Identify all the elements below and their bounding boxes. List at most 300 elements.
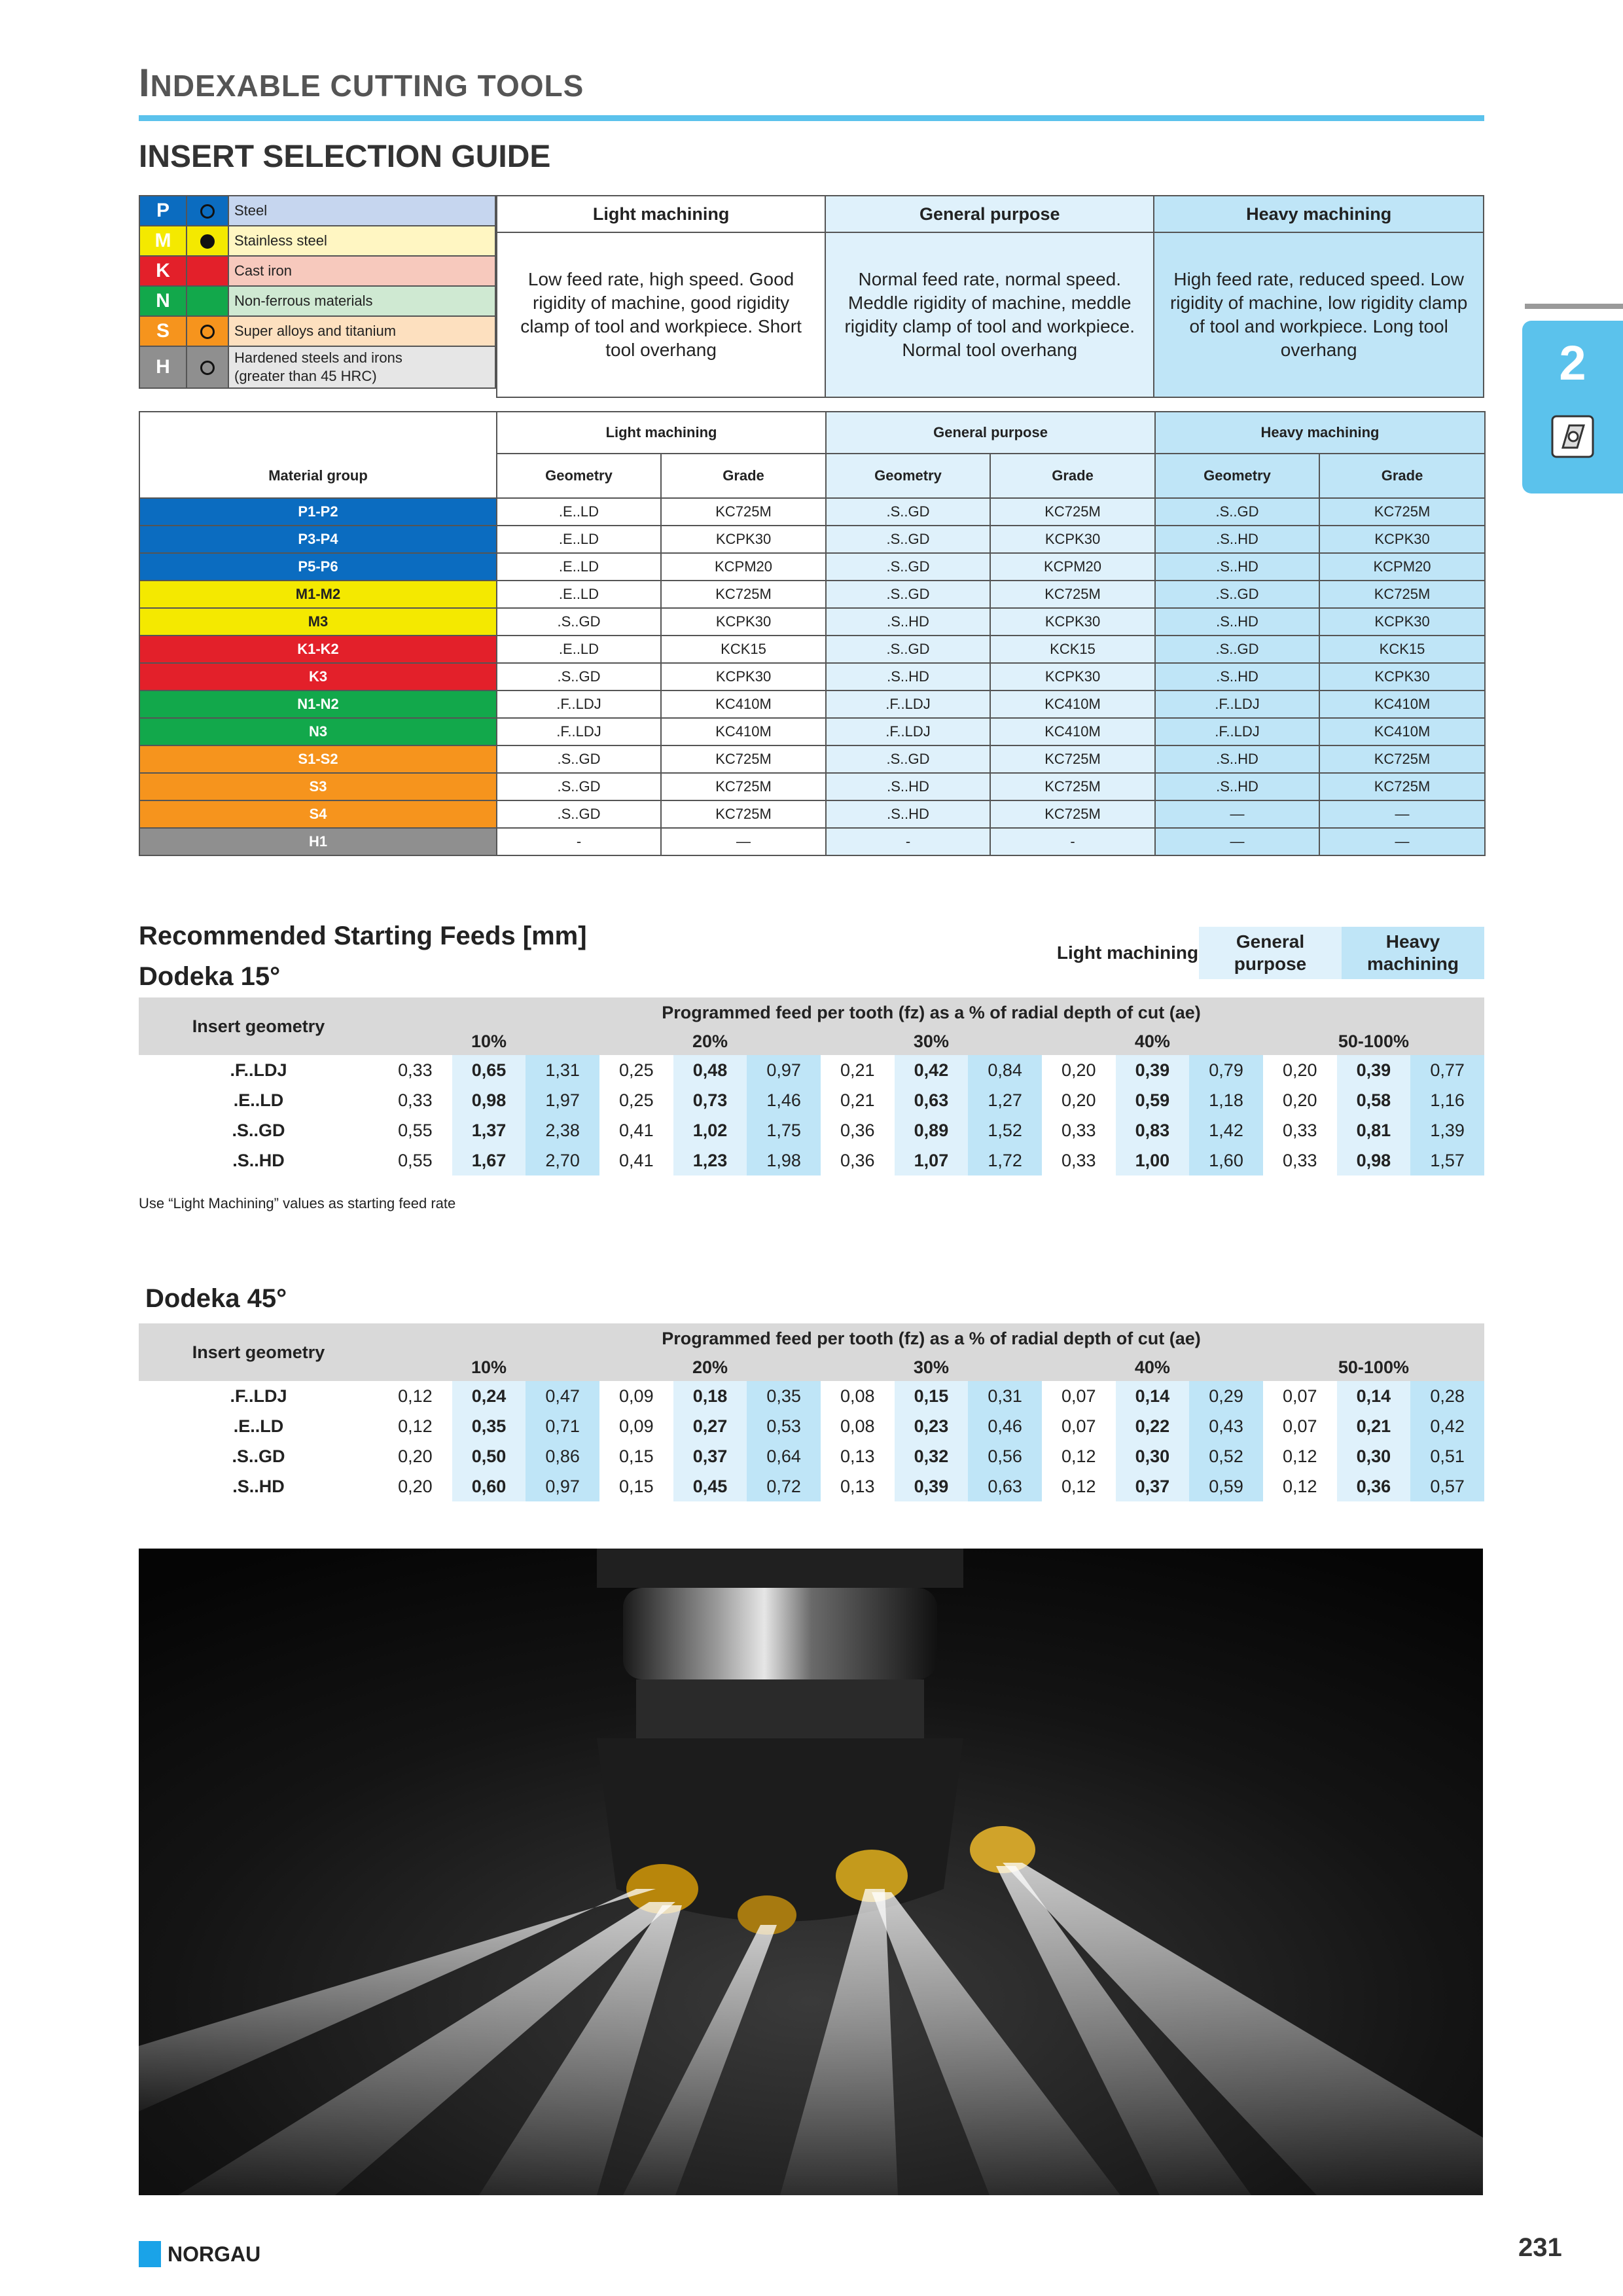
feed-row xyxy=(139,1411,1484,1441)
grade-cell: KCK15 xyxy=(661,636,826,663)
feed-value-cell: 1,07 xyxy=(895,1145,969,1175)
sel-light-header: Light machining xyxy=(497,412,826,454)
geometry-cell: .S..GD xyxy=(497,663,661,691)
feed-value-cell: 0,64 xyxy=(747,1441,821,1471)
feeds-note: Use “Light Machining” values as starting feed rate xyxy=(139,1195,456,1211)
feed-value-cell: 0,36 xyxy=(821,1115,895,1145)
dodeka-15-title: Dodeka 15° xyxy=(139,962,281,991)
feed-value-cell: 0,98 xyxy=(1337,1145,1411,1175)
open-circle-icon xyxy=(200,361,215,375)
feed-value-cell: 0,33 xyxy=(1263,1115,1337,1145)
material-legend xyxy=(139,195,496,389)
feed-value-cell: 0,50 xyxy=(452,1441,526,1471)
feed-value-cell: 0,81 xyxy=(1337,1115,1411,1145)
legend-row xyxy=(139,196,495,226)
material-group-cell: K1-K2 xyxy=(139,636,497,663)
legend-mark xyxy=(187,256,228,286)
legend-label xyxy=(228,286,495,316)
legend-label xyxy=(228,196,495,226)
feed-value-cell: 0,45 xyxy=(673,1471,747,1501)
insert-geometry-cell: .S..GD xyxy=(232,1120,285,1140)
feed-value-cell: 0,13 xyxy=(821,1441,895,1471)
insert-geometry-cell: .E..LD xyxy=(233,1416,284,1436)
programmed-feed-header: Programmed feed per tooth (fz) as a % of radial depth of cut (ae) xyxy=(378,997,1484,1028)
selection-row xyxy=(139,581,1485,608)
geometry-cell: .S..GD xyxy=(1155,581,1319,608)
geometry-cell: .S..GD xyxy=(497,608,661,636)
grade-cell: KCPK30 xyxy=(1319,663,1485,691)
feed-value-cell: 0,07 xyxy=(1263,1411,1337,1441)
geometry-cell: .F..LDJ xyxy=(826,691,990,718)
feed-value-cell: 1,31 xyxy=(526,1055,599,1085)
geometry-cell: .S..HD xyxy=(826,663,990,691)
feed-value-cell: 0,86 xyxy=(526,1441,599,1471)
chapter-number: 2 xyxy=(1559,336,1586,390)
insert-geometry-header: Insert geometry xyxy=(139,1323,378,1381)
insert-geometry-cell: .F..LDJ xyxy=(230,1060,287,1080)
feed-header-row xyxy=(139,997,1484,1028)
feed-value-cell: 0,30 xyxy=(1337,1441,1411,1471)
legend-label-text: Non-ferrous materials xyxy=(234,293,373,309)
feed-value-cell: 0,55 xyxy=(378,1115,452,1145)
geometry-header: Geometry xyxy=(826,454,990,498)
geometry-cell: .E..LD xyxy=(497,636,661,663)
feed-row xyxy=(139,1471,1484,1501)
feed-value-cell: 0,48 xyxy=(673,1055,747,1085)
feed-value-cell: 0,47 xyxy=(526,1381,599,1411)
grade-cell: KCPM20 xyxy=(661,553,826,581)
feed-value-cell: 0,97 xyxy=(747,1055,821,1085)
material-group-cell: K3 xyxy=(139,663,497,691)
feed-value-cell: 0,63 xyxy=(968,1471,1042,1501)
insert-geometry-cell: .F..LDJ xyxy=(230,1386,287,1406)
grade-cell: — xyxy=(661,828,826,855)
grade-cell: KC725M xyxy=(661,800,826,828)
feed-value-cell: 0,21 xyxy=(1337,1411,1411,1441)
feed-value-cell: 0,35 xyxy=(747,1381,821,1411)
material-group-cell: S1-S2 xyxy=(139,745,497,773)
feed-value-cell: 0,07 xyxy=(1263,1381,1337,1411)
geometry-cell: .S..HD xyxy=(826,773,990,800)
grade-cell: KCPK30 xyxy=(661,608,826,636)
legend-label xyxy=(228,346,495,388)
machining-description-table xyxy=(496,195,1484,398)
legend-code: S xyxy=(139,316,187,346)
geometry-cell: .E..LD xyxy=(497,581,661,608)
grade-header: Grade xyxy=(661,454,826,498)
filled-circle-icon xyxy=(200,234,215,249)
feed-value-cell: 0,33 xyxy=(1042,1145,1116,1175)
feed-value-cell: 1,98 xyxy=(747,1145,821,1175)
feed-value-cell: 0,79 xyxy=(1189,1055,1263,1085)
grade-cell: KCK15 xyxy=(990,636,1155,663)
percent-header: 40% xyxy=(1042,1028,1263,1055)
selection-row xyxy=(139,828,1485,855)
material-group-cell: P5-P6 xyxy=(139,553,497,581)
legend-mark xyxy=(187,196,228,226)
feed-value-cell: 1,97 xyxy=(526,1085,599,1115)
legend-code: N xyxy=(139,286,187,316)
insert-icon xyxy=(1550,414,1596,459)
feed-value-cell: 0,18 xyxy=(673,1381,747,1411)
feed-value-cell: 0,12 xyxy=(1263,1441,1337,1471)
legend-mark xyxy=(187,286,228,316)
brand-logo-mark xyxy=(139,2241,161,2267)
legend-code: K xyxy=(139,256,187,286)
light-machining-header: Light machining xyxy=(497,196,825,232)
feed-value-cell: 0,09 xyxy=(599,1381,673,1411)
grade-cell: KC410M xyxy=(661,718,826,745)
feed-value-cell: 0,12 xyxy=(378,1381,452,1411)
feed-value-cell: 1,02 xyxy=(673,1115,747,1145)
geometry-cell: .S..HD xyxy=(826,800,990,828)
feed-value-cell: 0,41 xyxy=(599,1115,673,1145)
geometry-cell: .F..LDJ xyxy=(1155,718,1319,745)
grade-cell: KC725M xyxy=(1319,773,1485,800)
feed-value-cell: 0,07 xyxy=(1042,1411,1116,1441)
grade-cell: KCPK30 xyxy=(1319,526,1485,553)
feeds-title: Recommended Starting Feeds [mm] xyxy=(139,922,587,950)
material-group-cell: N1-N2 xyxy=(139,691,497,718)
feed-value-cell: 0,20 xyxy=(1042,1085,1116,1115)
material-group-cell: M1-M2 xyxy=(139,581,497,608)
feed-value-cell: 0,33 xyxy=(1263,1145,1337,1175)
selection-row xyxy=(139,745,1485,773)
feed-value-cell: 0,12 xyxy=(1042,1441,1116,1471)
feed-value-cell: 2,38 xyxy=(526,1115,599,1145)
feed-value-cell: 0,14 xyxy=(1116,1381,1190,1411)
feed-value-cell: 0,55 xyxy=(378,1145,452,1175)
legend-row xyxy=(139,316,495,346)
feed-value-cell: 1,27 xyxy=(968,1085,1042,1115)
geometry-cell: .S..GD xyxy=(826,553,990,581)
legend-code: P xyxy=(139,196,187,226)
material-group-cell: M3 xyxy=(139,608,497,636)
feed-value-cell: 0,07 xyxy=(1042,1381,1116,1411)
grade-cell: KC725M xyxy=(990,581,1155,608)
feed-value-cell: 1,60 xyxy=(1189,1145,1263,1175)
legend-row xyxy=(139,346,495,388)
material-group-cell: P1-P2 xyxy=(139,498,497,526)
feed-value-cell: 0,14 xyxy=(1337,1381,1411,1411)
geometry-cell: - xyxy=(497,828,661,855)
grade-cell: KC725M xyxy=(1319,745,1485,773)
percent-header: 50-100% xyxy=(1263,1028,1484,1055)
selection-row xyxy=(139,773,1485,800)
geometry-cell: — xyxy=(1155,828,1319,855)
grade-cell: - xyxy=(990,828,1155,855)
feed-value-cell: 0,56 xyxy=(968,1441,1042,1471)
feed-row xyxy=(139,1441,1484,1471)
feed-value-cell: 0,33 xyxy=(1042,1115,1116,1145)
feed-value-cell: 0,20 xyxy=(1263,1085,1337,1115)
page-number: 231 xyxy=(1518,2233,1562,2262)
grade-cell: KC725M xyxy=(661,773,826,800)
geometry-cell: .S..GD xyxy=(497,773,661,800)
selection-row xyxy=(139,800,1485,828)
geometry-cell: .E..LD xyxy=(497,498,661,526)
geometry-cell: .E..LD xyxy=(497,553,661,581)
programmed-feed-header: Programmed feed per tooth (fz) as a % of radial depth of cut (ae) xyxy=(378,1323,1484,1354)
header-rule xyxy=(139,115,1484,121)
feed-value-cell: 1,72 xyxy=(968,1145,1042,1175)
feed-value-cell: 0,25 xyxy=(599,1055,673,1085)
grade-cell: KCPK30 xyxy=(661,663,826,691)
grade-cell: KC725M xyxy=(1319,498,1485,526)
geometry-cell: .S..GD xyxy=(826,745,990,773)
geometry-cell: - xyxy=(826,828,990,855)
feed-value-cell: 0,24 xyxy=(452,1381,526,1411)
percent-header: 40% xyxy=(1042,1354,1263,1381)
grade-cell: KC725M xyxy=(661,745,826,773)
material-group-cell: S3 xyxy=(139,773,497,800)
selection-row xyxy=(139,718,1485,745)
feed-value-cell: 1,37 xyxy=(452,1115,526,1145)
feed-value-cell: 0,59 xyxy=(1116,1085,1190,1115)
feed-value-cell: 1,57 xyxy=(1410,1145,1484,1175)
legend-row xyxy=(139,286,495,316)
grade-cell: KC410M xyxy=(1319,691,1485,718)
feed-value-cell: 0,15 xyxy=(599,1471,673,1501)
legend-row xyxy=(139,226,495,256)
insert-geometry-header: Insert geometry xyxy=(139,997,378,1055)
heavy-machining-header: Heavy machining xyxy=(1154,196,1484,232)
material-group-cell: P3-P4 xyxy=(139,526,497,553)
geometry-cell: — xyxy=(1155,800,1319,828)
legend-label-text: Stainless steel xyxy=(234,232,327,249)
insert-selection-table xyxy=(139,411,1486,856)
feed-value-cell: 0,46 xyxy=(968,1411,1042,1441)
feed-row xyxy=(139,1055,1484,1085)
geometry-cell: .S..GD xyxy=(497,800,661,828)
geometry-cell: .S..HD xyxy=(1155,663,1319,691)
dodeka-15-feed-table xyxy=(139,997,1484,1175)
grade-cell: KCPK30 xyxy=(1319,608,1485,636)
grade-cell: KC410M xyxy=(990,691,1155,718)
selection-row xyxy=(139,608,1485,636)
feed-value-cell: 0,41 xyxy=(599,1145,673,1175)
material-group-cell: N3 xyxy=(139,718,497,745)
feed-row xyxy=(139,1145,1484,1175)
geometry-cell: .S..GD xyxy=(1155,636,1319,663)
grade-cell: KC725M xyxy=(661,498,826,526)
geometry-cell: .S..HD xyxy=(826,608,990,636)
feed-value-cell: 0,12 xyxy=(1042,1471,1116,1501)
selection-row xyxy=(139,526,1485,553)
percent-header: 10% xyxy=(378,1028,599,1055)
legend-mark xyxy=(187,316,228,346)
geometry-cell: .S..GD xyxy=(1155,498,1319,526)
feed-row xyxy=(139,1085,1484,1115)
geometry-cell: .S..GD xyxy=(826,526,990,553)
feed-value-cell: 1,75 xyxy=(747,1115,821,1145)
material-group-cell: S4 xyxy=(139,800,497,828)
legend-label-note: (greater than 45 HRC) xyxy=(234,368,377,384)
geometry-cell: .E..LD xyxy=(497,526,661,553)
selection-row xyxy=(139,553,1485,581)
feed-value-cell: 1,18 xyxy=(1189,1085,1263,1115)
feed-value-cell: 2,70 xyxy=(526,1145,599,1175)
feed-value-cell: 0,42 xyxy=(1410,1411,1484,1441)
geometry-cell: .S..GD xyxy=(826,581,990,608)
grade-header: Grade xyxy=(1319,454,1485,498)
grade-cell: KC725M xyxy=(990,498,1155,526)
geometry-cell: .F..LDJ xyxy=(1155,691,1319,718)
feed-value-cell: 1,52 xyxy=(968,1115,1042,1145)
geometry-cell: .S..GD xyxy=(826,636,990,663)
feed-value-cell: 0,43 xyxy=(1189,1411,1263,1441)
feed-value-cell: 0,36 xyxy=(821,1145,895,1175)
geometry-cell: .S..HD xyxy=(1155,773,1319,800)
feed-value-cell: 0,39 xyxy=(895,1471,969,1501)
grade-cell: KC725M xyxy=(661,581,826,608)
feeds-legend-light: Light machining xyxy=(1056,927,1199,979)
feed-value-cell: 1,39 xyxy=(1410,1115,1484,1145)
legend-row xyxy=(139,256,495,286)
insert-geometry-cell: .E..LD xyxy=(233,1090,284,1110)
feed-value-cell: 0,37 xyxy=(673,1441,747,1471)
legend-label xyxy=(228,226,495,256)
feed-value-cell: 0,84 xyxy=(968,1055,1042,1085)
sel-heavy-header: Heavy machining xyxy=(1155,412,1485,454)
feed-value-cell: 0,20 xyxy=(1263,1055,1337,1085)
feed-value-cell: 0,20 xyxy=(1042,1055,1116,1085)
legend-label-text: Super alloys and titanium xyxy=(234,323,397,339)
material-group-header: Material group xyxy=(139,412,497,498)
insert-geometry-cell: .S..HD xyxy=(232,1150,285,1170)
feed-header-row xyxy=(139,1323,1484,1354)
geometry-cell: .F..LDJ xyxy=(826,718,990,745)
feed-value-cell: 0,09 xyxy=(599,1411,673,1441)
sel-general-header: General purpose xyxy=(826,412,1155,454)
milling-cutter-photo xyxy=(139,1549,1483,2195)
grade-cell: KCPM20 xyxy=(990,553,1155,581)
section-title-initial: I xyxy=(139,61,151,105)
feed-value-cell: 0,63 xyxy=(895,1085,969,1115)
feed-value-cell: 0,72 xyxy=(747,1471,821,1501)
light-machining-description: Low feed rate, high speed. Good rigidity of machine, good rigidity clamp of tool and workpiece. Short tool overhang xyxy=(497,232,825,397)
legend-label xyxy=(228,256,495,286)
feed-value-cell: 0,21 xyxy=(821,1085,895,1115)
feed-value-cell: 0,31 xyxy=(968,1381,1042,1411)
feeds-legend-heavy: Heavy machining xyxy=(1342,927,1484,979)
feed-value-cell: 0,30 xyxy=(1116,1441,1190,1471)
feed-value-cell: 0,42 xyxy=(895,1055,969,1085)
feed-value-cell: 0,33 xyxy=(378,1085,452,1115)
feed-value-cell: 0,08 xyxy=(821,1381,895,1411)
geometry-cell: .S..GD xyxy=(826,498,990,526)
geometry-cell: .S..GD xyxy=(497,745,661,773)
feed-value-cell: 0,89 xyxy=(895,1115,969,1145)
grade-cell: KCPM20 xyxy=(1319,553,1485,581)
geometry-cell: .F..LDJ xyxy=(497,691,661,718)
feed-value-cell: 0,28 xyxy=(1410,1381,1484,1411)
selection-row xyxy=(139,636,1485,663)
general-purpose-header: General purpose xyxy=(825,196,1154,232)
feed-value-cell: 0,15 xyxy=(599,1441,673,1471)
feed-value-cell: 0,12 xyxy=(1263,1471,1337,1501)
feed-value-cell: 0,39 xyxy=(1337,1055,1411,1085)
geometry-cell: .F..LDJ xyxy=(497,718,661,745)
feed-value-cell: 0,32 xyxy=(895,1441,969,1471)
legend-mark xyxy=(187,226,228,256)
heavy-machining-description: High feed rate, reduced speed. Low rigidity of machine, low rigidity clamp of tool and workpiece. Long tool overhang xyxy=(1154,232,1484,397)
grade-cell: KC725M xyxy=(990,745,1155,773)
feed-value-cell: 0,08 xyxy=(821,1411,895,1441)
percent-header: 50-100% xyxy=(1263,1354,1484,1381)
grade-cell: KC410M xyxy=(1319,718,1485,745)
feed-value-cell: 0,36 xyxy=(1337,1471,1411,1501)
grade-cell: — xyxy=(1319,828,1485,855)
feed-value-cell: 0,53 xyxy=(747,1411,821,1441)
feed-value-cell: 0,39 xyxy=(1116,1055,1190,1085)
material-group-cell: H1 xyxy=(139,828,497,855)
feed-value-cell: 0,12 xyxy=(378,1411,452,1441)
geometry-header: Geometry xyxy=(1155,454,1319,498)
feed-value-cell: 0,35 xyxy=(452,1411,526,1441)
feed-value-cell: 0,83 xyxy=(1116,1115,1190,1145)
grade-cell: KCK15 xyxy=(1319,636,1485,663)
feed-value-cell: 0,71 xyxy=(526,1411,599,1441)
grade-cell: KCPK30 xyxy=(661,526,826,553)
feed-value-cell: 0,60 xyxy=(452,1471,526,1501)
feed-row xyxy=(139,1115,1484,1145)
open-circle-icon xyxy=(200,204,215,219)
feed-value-cell: 0,73 xyxy=(673,1085,747,1115)
feed-value-cell: 0,59 xyxy=(1189,1471,1263,1501)
geometry-header: Geometry xyxy=(497,454,661,498)
geometry-cell: .S..HD xyxy=(1155,745,1319,773)
legend-mark xyxy=(187,346,228,388)
feed-value-cell: 0,13 xyxy=(821,1471,895,1501)
section-title xyxy=(139,60,584,105)
geometry-cell: .S..HD xyxy=(1155,553,1319,581)
geometry-cell: .S..HD xyxy=(1155,526,1319,553)
grade-cell: KC725M xyxy=(990,773,1155,800)
feed-value-cell: 1,23 xyxy=(673,1145,747,1175)
open-circle-icon xyxy=(200,325,215,339)
feed-value-cell: 0,29 xyxy=(1189,1381,1263,1411)
grade-cell: KCPK30 xyxy=(990,663,1155,691)
percent-header: 20% xyxy=(599,1354,821,1381)
feed-value-cell: 0,97 xyxy=(526,1471,599,1501)
selection-row xyxy=(139,691,1485,718)
feed-value-cell: 0,58 xyxy=(1337,1085,1411,1115)
grade-cell: KCPK30 xyxy=(990,526,1155,553)
feed-value-cell: 0,22 xyxy=(1116,1411,1190,1441)
percent-header: 30% xyxy=(821,1028,1042,1055)
selection-row xyxy=(139,498,1485,526)
feed-value-cell: 1,46 xyxy=(747,1085,821,1115)
feed-value-cell: 0,21 xyxy=(821,1055,895,1085)
feed-value-cell: 0,51 xyxy=(1410,1441,1484,1471)
grade-cell: KC410M xyxy=(990,718,1155,745)
grade-header: Grade xyxy=(990,454,1155,498)
feed-value-cell: 0,65 xyxy=(452,1055,526,1085)
geometry-cell: .S..HD xyxy=(1155,608,1319,636)
feed-value-cell: 0,37 xyxy=(1116,1471,1190,1501)
legend-label-text: Hardened steels and irons xyxy=(234,350,402,366)
side-tab-divider xyxy=(1525,304,1623,309)
grade-cell: KC725M xyxy=(1319,581,1485,608)
page-title: INSERT SELECTION GUIDE xyxy=(139,139,551,174)
dodeka-45-feed-table xyxy=(139,1323,1484,1501)
feed-value-cell: 1,16 xyxy=(1410,1085,1484,1115)
feed-value-cell: 0,52 xyxy=(1189,1441,1263,1471)
feed-row xyxy=(139,1381,1484,1411)
feed-value-cell: 0,33 xyxy=(378,1055,452,1085)
legend-label xyxy=(228,316,495,346)
